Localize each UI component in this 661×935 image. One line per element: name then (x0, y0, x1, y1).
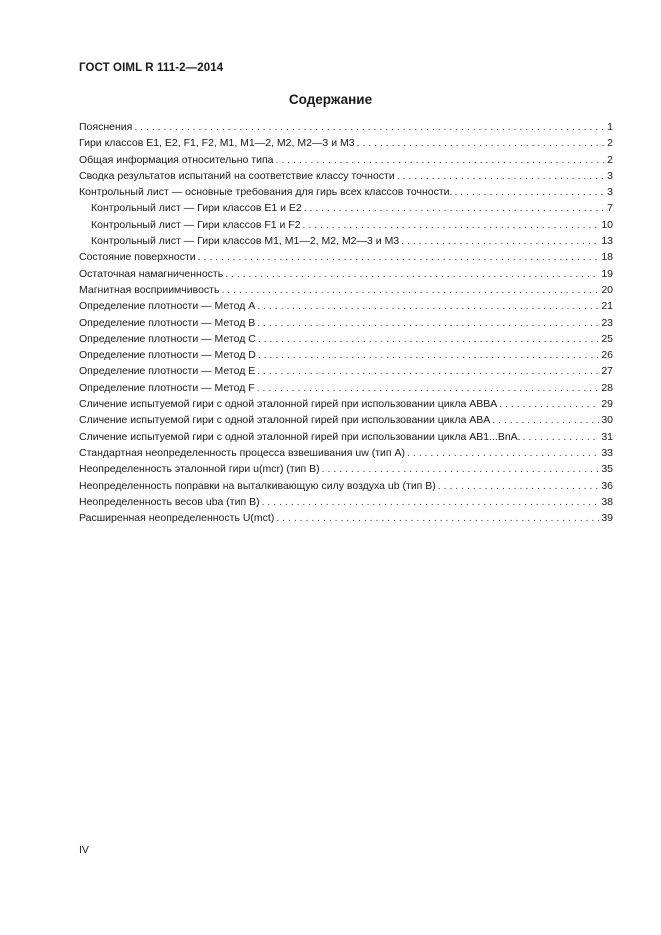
toc-page: 23 (601, 316, 613, 329)
toc-page: 39 (601, 512, 613, 525)
leader-dots (225, 267, 599, 281)
toc-label: Контрольный лист — Гири классов F1 и F2 (91, 218, 301, 231)
toc-page: 20 (601, 283, 613, 296)
table-of-contents (79, 120, 613, 527)
toc-page: 7 (607, 202, 613, 215)
toc-page: 19 (601, 267, 613, 280)
toc-row-sub[interactable] (79, 234, 613, 250)
toc-row[interactable] (79, 332, 613, 348)
leader-dots (276, 153, 606, 167)
document-id: ГОСТ OIML R 111-2—2014 (79, 62, 224, 74)
page-number: IV (79, 844, 89, 856)
toc-label: Контрольный лист — основные требования для гирь всех классов точности. (79, 186, 453, 199)
toc-row[interactable] (79, 511, 613, 527)
leader-dots (304, 201, 605, 215)
leader-dots (438, 479, 600, 493)
leader-dots (492, 413, 599, 427)
leader-dots (401, 234, 599, 248)
toc-label: Неопределенность поправки на выталкивающую силу воздуха ub (тип B) (79, 479, 436, 492)
toc-page: 10 (601, 218, 613, 231)
toc-page: 33 (601, 446, 613, 459)
leader-dots (257, 364, 599, 378)
toc-label: Определение плотности — Метод C (79, 332, 256, 345)
toc-row[interactable] (79, 153, 613, 169)
leader-dots (257, 299, 599, 313)
toc-page: 31 (601, 430, 613, 443)
toc-row[interactable] (79, 299, 613, 315)
toc-page: 27 (601, 365, 613, 378)
toc-page: 3 (607, 169, 613, 182)
leader-dots (523, 430, 600, 444)
toc-page: 29 (601, 398, 613, 411)
toc-page: 36 (601, 479, 613, 492)
leader-dots (257, 381, 600, 395)
toc-row[interactable] (79, 364, 613, 380)
toc-page: 1 (607, 121, 613, 133)
toc-row[interactable] (79, 430, 613, 446)
toc-page: 3 (607, 186, 613, 199)
toc-row[interactable] (79, 185, 613, 201)
toc-label: Определение плотности — Метод A (79, 300, 256, 313)
toc-label: Магнитная восприимчивость (79, 283, 220, 296)
toc-label: Сличение испытуемой гири с одной эталонной гирей при использовании цикла AB1...BnA. (79, 430, 521, 443)
leader-dots (198, 250, 600, 264)
toc-row[interactable] (79, 446, 613, 462)
toc-label: Неопределенность эталонной гири u(mcr) (тип B) (79, 463, 320, 476)
toc-label: Контрольный лист — Гири классов M1, M1—2, M2, M2—3 и M3 (91, 235, 400, 248)
leader-dots (499, 397, 599, 411)
leader-dots (303, 218, 600, 232)
toc-page: 21 (601, 300, 613, 313)
leader-dots (357, 136, 606, 150)
leader-dots (454, 185, 605, 199)
toc-row[interactable] (79, 397, 613, 413)
toc-page: 38 (601, 495, 613, 508)
toc-label: Стандартная неопределенность процесса взвешивания uw (тип A) (79, 446, 406, 459)
leader-dots (276, 511, 599, 525)
toc-label: Определение плотности — Метод F (79, 381, 255, 394)
toc-label: Определение плотности — Метод D (79, 349, 256, 362)
toc-page: 13 (601, 235, 613, 248)
leader-dots (258, 348, 599, 362)
toc-row[interactable] (79, 479, 613, 495)
toc-row-sub[interactable] (79, 218, 613, 234)
leader-dots (322, 462, 600, 476)
toc-label: Сводка результатов испытаний на соответствие классу точности (79, 169, 395, 182)
leader-dots (258, 332, 599, 346)
leader-dots (257, 316, 599, 330)
leader-dots (397, 169, 605, 183)
toc-page: 26 (601, 349, 613, 362)
toc-page: 18 (601, 251, 613, 264)
toc-row[interactable] (79, 283, 613, 299)
toc-row[interactable] (79, 348, 613, 364)
toc-label: Контрольный лист — Гири классов E1 и E2 (91, 202, 302, 215)
toc-page: 2 (607, 137, 613, 150)
page-title: Содержание (288, 92, 373, 107)
toc-label: Сличение испытуемой гири с одной эталонной гирей при использовании цикла ABBA (79, 398, 498, 411)
leader-dots (221, 283, 599, 297)
toc-page: 2 (607, 153, 613, 166)
toc-label: Состояние поверхности (79, 251, 196, 264)
toc-row[interactable] (79, 495, 613, 511)
toc-row[interactable] (79, 250, 613, 266)
toc-row-sub[interactable] (79, 201, 613, 217)
toc-row[interactable] (79, 462, 613, 478)
leader-dots (134, 120, 605, 134)
toc-row[interactable] (79, 169, 613, 185)
toc-label: Определение плотности — Метод B (79, 316, 256, 329)
toc-page: 28 (601, 381, 613, 394)
toc-label: Общая информация относительно типа (79, 153, 274, 166)
toc-label: Определение плотности — Метод E (79, 365, 256, 378)
toc-label: Остаточная намагниченность (79, 267, 224, 280)
toc-label: Гири классов E1, E2, F1, F2, M1, M1—2, M2, M2—3 и M3 (79, 137, 355, 150)
toc-row[interactable] (79, 136, 613, 152)
toc-page: 35 (601, 463, 613, 476)
leader-dots (262, 495, 600, 509)
toc-row[interactable] (79, 381, 613, 397)
toc-label: Сличение испытуемой гири с одной эталонной гирей при использовании цикла ABA (79, 414, 491, 427)
toc-page: 25 (601, 332, 613, 345)
toc-row[interactable] (79, 413, 613, 429)
leader-dots (407, 446, 599, 460)
toc-row[interactable] (79, 316, 613, 332)
toc-page: 30 (601, 414, 613, 427)
toc-label: Расширенная неопределенность U(mct) (79, 512, 275, 525)
toc-row[interactable] (79, 267, 613, 283)
toc-row[interactable] (79, 120, 613, 136)
toc-label: Неопределенность весов uba (тип B) (79, 495, 260, 508)
toc-label: Пояснения (79, 121, 133, 133)
